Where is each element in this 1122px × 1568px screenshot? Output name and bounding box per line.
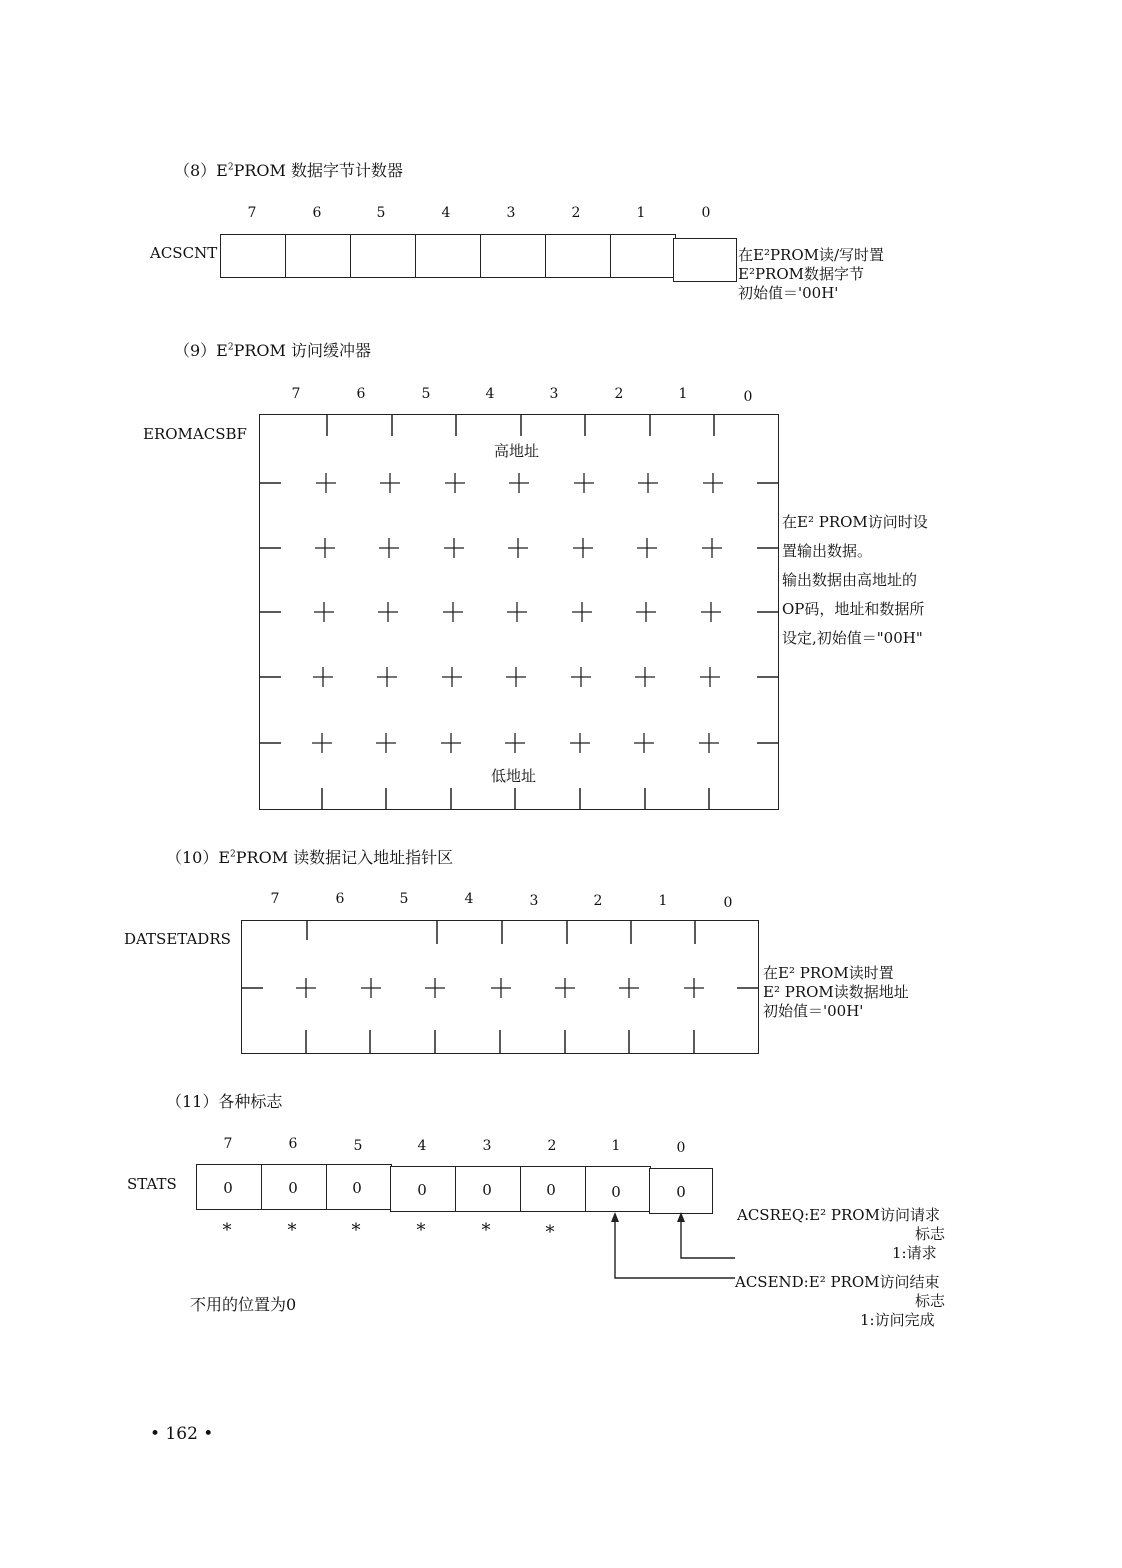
section9-heading-suffix: PROM 访问缓冲器 xyxy=(233,341,372,360)
section10-note-2: E² PROM读数据地址 xyxy=(763,983,909,1001)
section8-note-1: 在E²PROM读/写时置 xyxy=(738,246,885,264)
page-number: • 162 • xyxy=(150,1424,214,1444)
section10-heading-sup: 2 xyxy=(230,849,236,860)
unused-marker-3: * xyxy=(481,1220,491,1241)
section8-bit-1: 1 xyxy=(636,205,646,221)
register-eromacsbf: EROMACSBF xyxy=(143,425,247,443)
section9-note-1: 在E² PROM访问时设 xyxy=(782,513,928,531)
section8-heading-sup: 2 xyxy=(227,162,234,173)
section9-heading-sup: 2 xyxy=(227,342,234,353)
section8-heading-prefix: （8）E xyxy=(174,161,228,180)
high-address-label: 高地址 xyxy=(494,442,540,460)
stats-value-0: 0 xyxy=(676,1183,686,1201)
unused-marker-7: * xyxy=(222,1220,232,1241)
section9-note-5: 设定,初始值＝"00H" xyxy=(782,629,923,647)
section9-bit-4: 4 xyxy=(485,386,495,402)
section11-heading: （11）各种标志 xyxy=(166,1092,283,1111)
section9-bit-5: 5 xyxy=(421,386,431,402)
unused-marker-4: * xyxy=(416,1220,426,1241)
acsreq-line-2: 标志 xyxy=(915,1225,946,1243)
section10-bit-6: 6 xyxy=(335,891,345,907)
stats-value-3: 0 xyxy=(482,1181,492,1199)
section11-bit-1: 1 xyxy=(611,1138,621,1154)
section11-bit-4: 4 xyxy=(417,1138,427,1154)
section10-bit-4: 4 xyxy=(464,891,474,907)
section11-bit-0: 0 xyxy=(676,1140,686,1156)
section10-heading-suffix: PROM 读数据记入地址指针区 xyxy=(235,848,454,867)
section9-note-4: OP码，地址和数据所 xyxy=(782,600,925,618)
section10-bit-5: 5 xyxy=(399,891,409,907)
section8-heading-suffix: PROM 数据字节计数器 xyxy=(233,161,404,180)
section10-note-1: 在E² PROM读时置 xyxy=(763,964,894,982)
section8-bit-5: 5 xyxy=(376,205,386,221)
section11-bit-3: 3 xyxy=(482,1138,492,1154)
section9-bit-0: 0 xyxy=(743,389,753,405)
section10-bit-2: 2 xyxy=(593,893,603,909)
unused-marker-2: * xyxy=(545,1222,555,1243)
section8-bit-2: 2 xyxy=(571,205,581,221)
section9-bit-7: 7 xyxy=(291,386,301,402)
section8-bit-0: 0 xyxy=(701,205,711,221)
section9-note-3: 输出数据由高地址的 xyxy=(782,571,918,589)
stats-value-1: 0 xyxy=(611,1183,621,1201)
section10-note-3: 初始值＝'00H' xyxy=(763,1002,864,1020)
stats-value-7: 0 xyxy=(223,1179,233,1197)
unused-bits-footnote: 不用的位置为0 xyxy=(190,1295,297,1314)
section9-bit-1: 1 xyxy=(678,386,688,402)
section8-note-2: E²PROM数据字节 xyxy=(738,265,865,283)
stats-value-6: 0 xyxy=(288,1179,298,1197)
unused-marker-5: * xyxy=(351,1220,361,1241)
register-datsetadrs: DATSETADRS xyxy=(124,930,231,948)
section11-bit-2: 2 xyxy=(547,1138,557,1154)
acsend-line-1: ACSEND:E² PROM访问结束 xyxy=(735,1273,940,1291)
section8-note-3: 初始值＝'00H' xyxy=(738,284,839,302)
stats-value-4: 0 xyxy=(417,1181,427,1199)
section10-bit-0: 0 xyxy=(723,895,733,911)
low-address-label: 低地址 xyxy=(491,767,537,785)
stats-value-2: 0 xyxy=(546,1181,556,1199)
section11-bit-5: 5 xyxy=(353,1138,363,1154)
section9-heading-prefix: （9）E xyxy=(174,341,228,360)
section9-bit-2: 2 xyxy=(614,386,624,402)
section9-note-2: 置输出数据。 xyxy=(782,542,873,560)
section10-bit-3: 3 xyxy=(529,893,539,909)
section8-bit-6: 6 xyxy=(312,205,322,221)
section11-bit-7: 7 xyxy=(223,1136,233,1152)
section9-bit-6: 6 xyxy=(356,386,366,402)
acsend-line-3: 1:访问完成 xyxy=(860,1311,935,1329)
section10-bit-1: 1 xyxy=(658,893,668,909)
register-stats: STATS xyxy=(127,1175,177,1193)
acsreq-line-1: ACSREQ:E² PROM访问请求 xyxy=(737,1206,940,1224)
acsend-line-2: 标志 xyxy=(915,1292,946,1310)
section11-bit-6: 6 xyxy=(288,1136,298,1152)
acsreq-line-3: 1:请求 xyxy=(892,1244,937,1262)
register-acscnt: ACSCNT xyxy=(150,244,218,262)
section9-bit-3: 3 xyxy=(549,386,559,402)
section10-bit-7: 7 xyxy=(270,891,280,907)
section8-bit-7: 7 xyxy=(247,205,257,221)
section8-bit-3: 3 xyxy=(506,205,516,221)
section10-heading-prefix: （10）E xyxy=(166,848,231,867)
section8-bit-4: 4 xyxy=(441,205,451,221)
stats-value-5: 0 xyxy=(352,1179,362,1197)
unused-marker-6: * xyxy=(287,1220,297,1241)
